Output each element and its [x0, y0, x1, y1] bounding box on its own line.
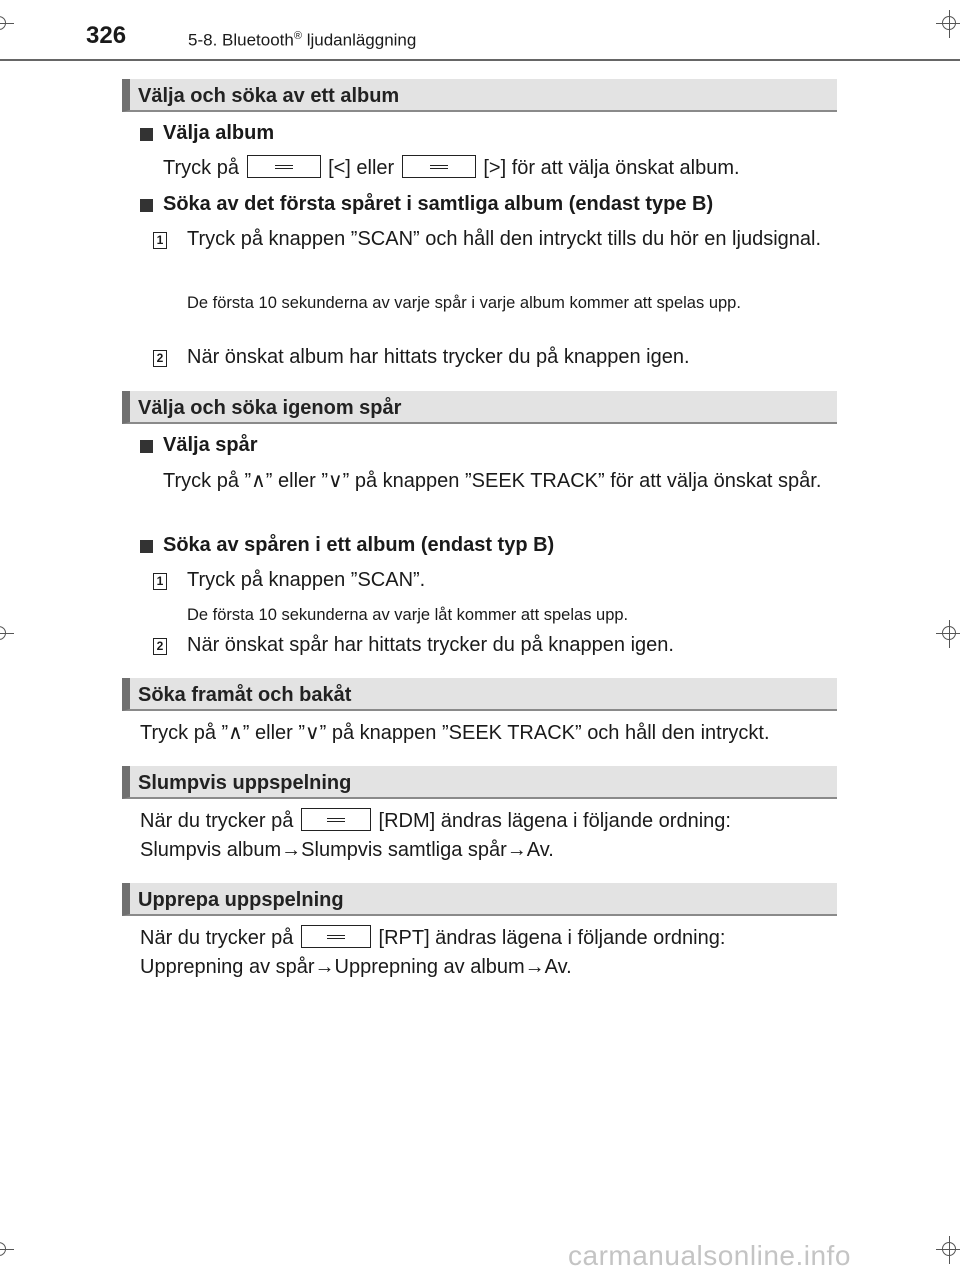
select-track-text: Tryck på ”∧” eller ”∨” på knappen ”SEEK TRACK” för att välja önskat spår. [163, 470, 822, 492]
button-icon [402, 155, 476, 178]
crop-mark-icon [936, 620, 960, 648]
bullet-square-icon [140, 540, 153, 553]
header-divider [0, 59, 960, 61]
page-number: 326 [86, 22, 127, 49]
section-heading-random: Slumpvis uppspelning [122, 766, 837, 799]
subheading-select-album: Välja album [163, 122, 275, 144]
section-heading-album: Välja och söka av ett album [122, 79, 837, 112]
subheading-select-track: Välja spår [163, 434, 258, 456]
crop-mark-icon [0, 620, 14, 648]
select-album-text: Tryck på [<] eller [>] för att välja önskat album. [163, 157, 740, 179]
step-1-note: De första 10 sekunderna av varje låt kommer att spelas upp. [187, 606, 629, 624]
crop-mark-icon [936, 1236, 960, 1264]
step-1-text: Tryck på knappen ”SCAN” och håll den intryckt tills du hör en ljudsignal. [187, 228, 822, 250]
seek-text: Tryck på ”∧” eller ”∨” på knappen ”SEEK TRACK” och håll den intryckt. [140, 722, 770, 744]
bullet-square-icon [140, 199, 153, 212]
subheading-scan-first-track: Söka av det första spåret i samtliga album (endast type B) [163, 193, 714, 215]
bullet-square-icon [140, 440, 153, 453]
step-number-1: 1 [153, 232, 167, 249]
bullet-square-icon [140, 128, 153, 141]
step-1-note: De första 10 sekunderna av varje spår i varje album kommer att spelas upp. [187, 294, 741, 312]
section-heading-seek: Söka framåt och bakåt [122, 678, 837, 711]
crop-mark-icon [936, 10, 960, 38]
section-heading-tracks: Välja och söka igenom spår [122, 391, 837, 424]
button-icon [301, 925, 371, 948]
section-heading-repeat: Upprepa uppspelning [122, 883, 837, 916]
repeat-text-line-1: När du trycker på [RPT] ändras lägena i följande ordning: [140, 927, 726, 949]
step-number-1: 1 [153, 573, 167, 590]
subheading-scan-album: Söka av spåren i ett album (endast typ B) [163, 534, 555, 556]
button-icon [301, 808, 371, 831]
crop-mark-icon [0, 10, 14, 38]
step-number-2: 2 [153, 638, 167, 655]
random-text-line-1: När du trycker på [RDM] ändras lägena i följande ordning: [140, 810, 731, 832]
watermark: carmanualsonline.info [568, 1240, 851, 1271]
random-text-line-2: Slumpvis album→Slumpvis samtliga spår→Av. [140, 839, 554, 861]
repeat-text-line-2: Upprepning av spår→Upprepning av album→Av. [140, 956, 572, 978]
step-2-text: När önskat spår har hittats trycker du på knappen igen. [187, 634, 674, 656]
chapter-title: 5-8. Bluetooth® ljudanläggning [188, 30, 417, 50]
crop-mark-icon [0, 1236, 14, 1264]
button-icon [247, 155, 321, 178]
step-1-text: Tryck på knappen ”SCAN”. [187, 569, 426, 591]
step-number-2: 2 [153, 350, 167, 367]
step-2-text: När önskat album har hittats trycker du på knappen igen. [187, 346, 690, 368]
